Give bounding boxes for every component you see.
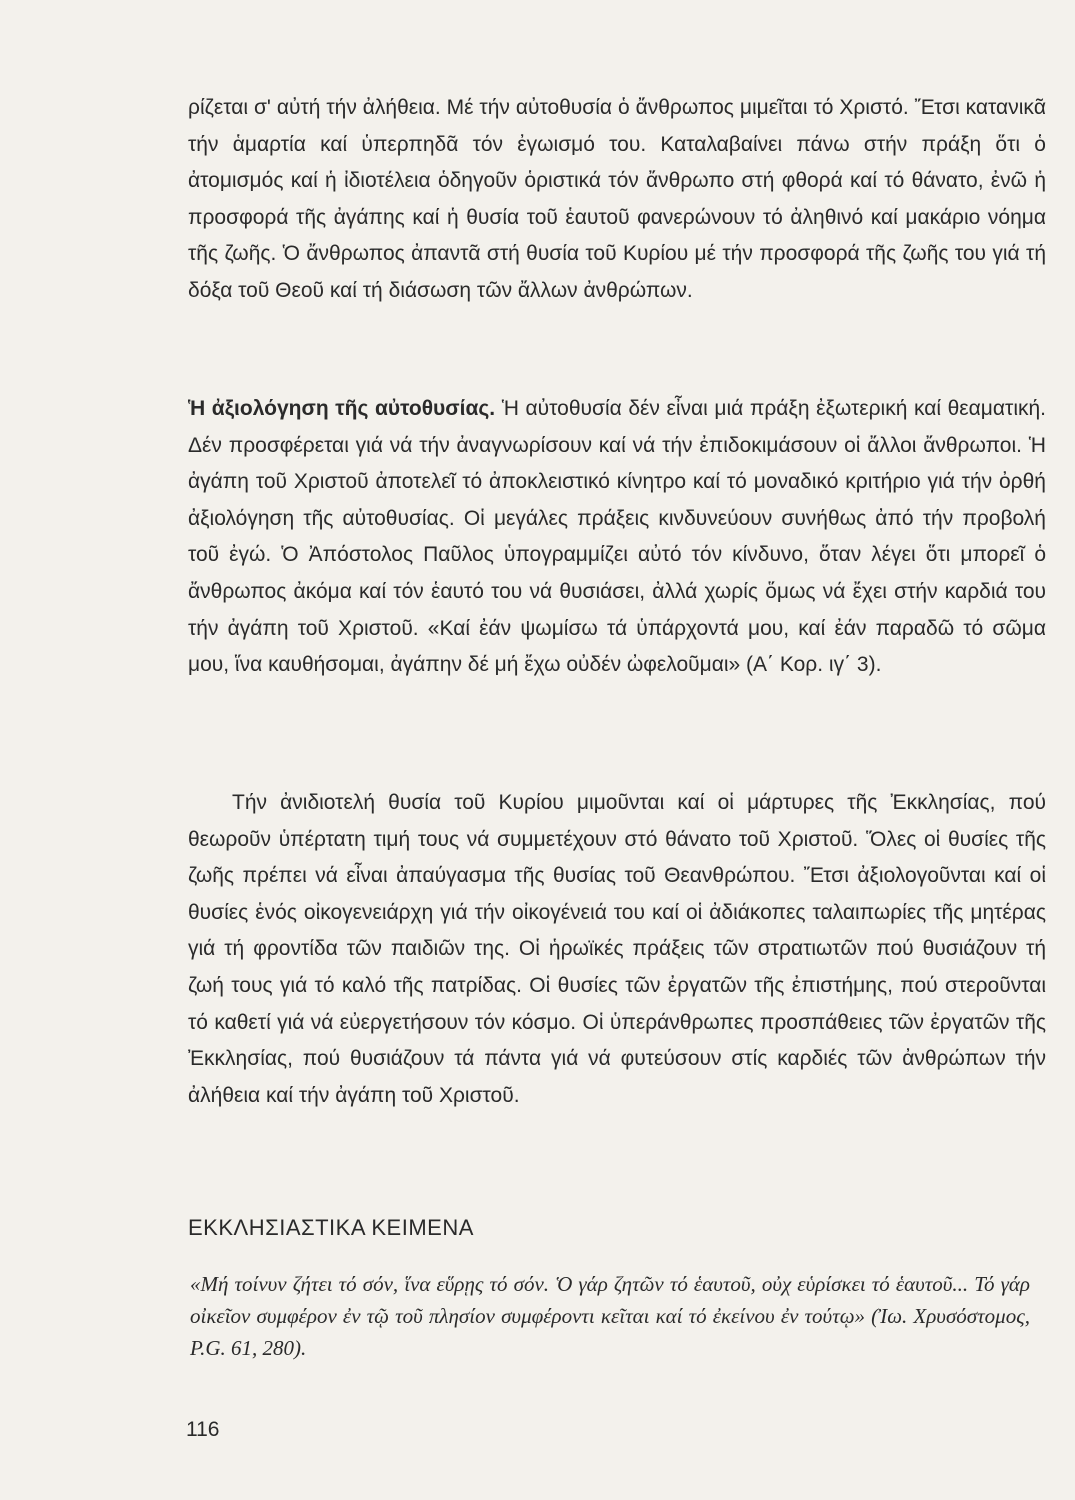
page-number: 116 [186,1418,220,1441]
paragraph-body: Ἡ αὐτοθυσία δέν εἶναι μιά πράξη ἐξωτερική καί θεαματική. Δέν προσφέρεται γιά νά τήν ἀναγνωρίσουν καί νά τήν ἐπιδοκιμάσουν οἱ ἄλλοι ἄνθρωποι. Ἡ ἀγάπη τοῦ Χριστοῦ ἀποτελεῖ τό ἀποκλειστικό κίνητρο καί τό μοναδικό κριτήριο γιά τήν ὀρθή ἀξιολόγηση τῆς αὐτοθυσίας. Οἱ μεγάλες πράξεις κινδυνεύουν συνήθως ἀπό τήν προβολή τοῦ ἐγώ. Ὁ Ἀπόστολος Παῦλος ὑπογραμμίζει αὐτό τόν κίνδυνο, ὅταν λέγει ὅτι μπορεῖ ὁ ἄνθρωπος ἀκόμα καί τόν ἑαυτό του νά θυσιάσει, ἀλλά χωρίς ὅμως νά ἔχει στήν καρδιά του τήν ἀγάπη τοῦ Χριστοῦ. «Καί ἐάν ψωμίσω τά ὑπάρχοντά μου, καί ἐάν παραδῶ τό σῶμα μου, ἵνα καυθήσομαι, ἀγάπην δέ μή ἔχω οὐδέν ὠφελοῦμαι» (Α΄ Κορ. ιγ΄ 3). [188,397,1046,677]
paragraph-text: Τήν ἀνιδιοτελή θυσία τοῦ Κυρίου μιμοῦνται καί οἱ μάρτυρες τῆς Ἐκκλησίας, πού θεωροῦν ὑπέρτατη τιμή τους νά συμμετέχουν στό θάνατο τοῦ Χριστοῦ. Ὅλες οἱ θυσίες τῆς ζωῆς πρέπει νά εἶναι ἀπαύγασμα τῆς θυσίας τοῦ Θεανθρώπου. Ἔτσι ἀξιολογοῦνται καί οἱ θυσίες ἑνός οἰκογενειάρχη γιά τήν οἰκογένειά του καί οἱ ἀδιάκοπες ταλαιπωρίες τῆς μητέρας γιά τή φροντίδα τῶν παιδιῶν της. Οἱ ἡρωϊκές πράξεις τῶν στρατιωτῶν πού θυσιάζουν τή ζωή τους γιά τό καλό τῆς πατρίδας. Οἱ θυσίες τῶν ἐργατῶν τῆς ἐπιστήμης, πού στεροῦνται τό καθετί γιά νά εὐεργετήσουν τόν κόσμο. Οἱ ὑπεράνθρωπες προσπάθειες τῶν ἐργατῶν τῆς Ἐκκλησίας, πού θυσιάζουν τά πάντα γιά νά φυτεύσουν στίς καρδιές τῶν ἀνθρώπων τήν ἀλήθεια καί τήν ἀγάπη τοῦ Χριστοῦ. [188,791,1046,1107]
paragraph-martyrs [188,785,1046,1114]
paragraph-evaluation [188,391,1046,684]
paragraph-text: ρίζεται σ' αὐτή τήν ἀλήθεια. Μέ τήν αὐτοθυσία ὁ ἄνθρωπος μιμεῖται τό Χριστό. Ἔτσι κατανικᾶ τήν ἁμαρτία καί ὑπερπηδᾶ τόν ἐγωισμό του. Καταλαβαίνει πάνω στήν πράξη ὅτι ὁ ἀτομισμός καί ἡ ἰδιοτέλεια ὁδηγοῦν ὁριστικά τόν ἄνθρωπο στή φθορά καί τό θάνατο, ἐνῶ ἡ προσφορά τῆς ἀγάπης καί ἡ θυσία τοῦ ἑαυτοῦ φανερώνουν τό ἀληθινό καί μακάριο νόημα τῆς ζωῆς. Ὁ ἄνθρωπος ἀπαντᾶ στή θυσία τοῦ Κυρίου μέ τήν προσφορά τῆς ζωῆς του γιά τή δόξα τοῦ Θεοῦ καί τή διάσωση τῶν ἄλλων ἀνθρώπων. [188,96,1046,302]
paragraph-self-sacrifice [188,90,1046,310]
section-title: ΕΚΚΛΗΣΙΑΣΤΙΚΑ ΚΕΙΜΕΝΑ [188,1215,474,1240]
paragraph-text [188,391,1046,684]
inline-heading: Ἡ ἀξιολόγηση τῆς αὐτοθυσίας. [188,397,496,420]
patristic-quote: «Μή τοίνυν ζήτει τό σόν, ἵνα εὕρῃς τό σόν. Ὁ γάρ ζητῶν τό ἑαυτοῦ, οὐχ εὑρίσκει τό ἑαυτοῦ... Τό γάρ οἰκεῖον συμφέρον ἐν τῷ τοῦ πλησίον συμφέροντι κεῖται καί τό ἐκείνου ἐν τούτῳ» (Ἰω. Χρυσόστομος, P.G. 61, 280). [190,1272,1030,1360]
